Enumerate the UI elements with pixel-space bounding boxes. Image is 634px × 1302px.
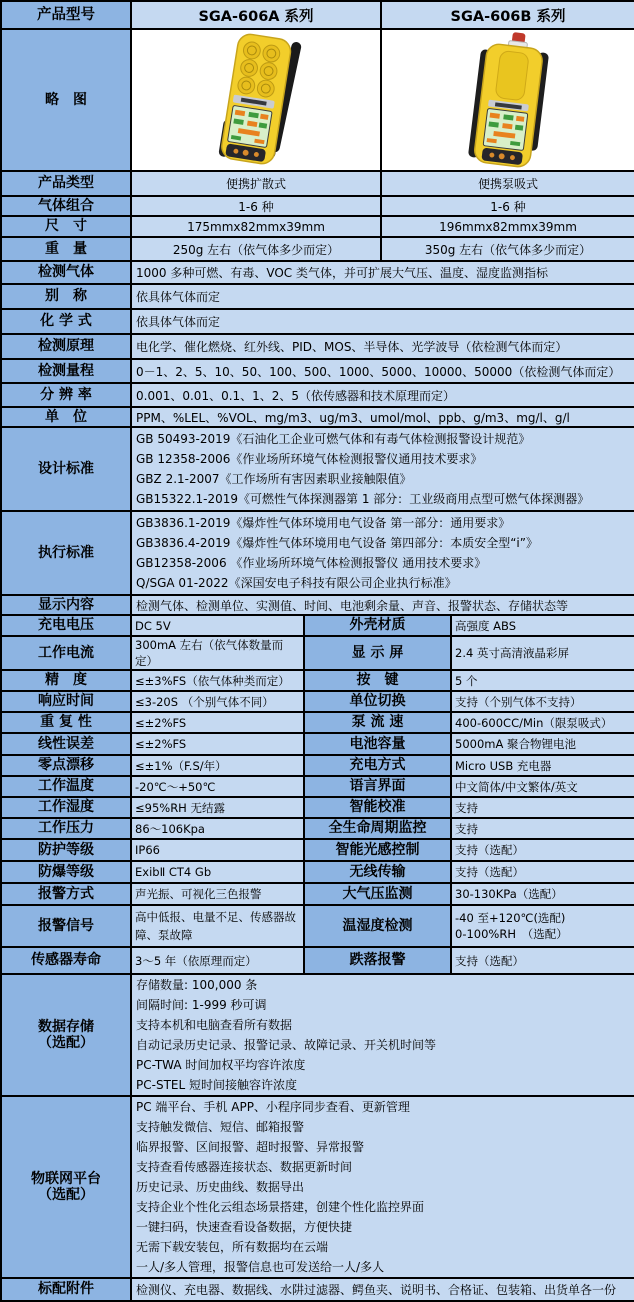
spec-value-a: 250g 左右（依气体多少而定） (131, 237, 381, 261)
spec-label: 工作湿度 (1, 797, 131, 818)
spec-value: 300mA 左右（依气体数量而定） (131, 636, 304, 670)
standard-line: GB 12358-2006《作业场所环境气体检测报警仪通用技术要求》 (136, 452, 483, 466)
spec-label: 零点漂移 (1, 755, 131, 776)
spec-value: 5 个 (451, 670, 634, 691)
row-explosion-proof-rating (1, 861, 634, 883)
feature-line: 一键扫码，快速查看设备数据，方便快捷 (136, 1220, 353, 1234)
spec-label: 单位切换 (304, 691, 451, 712)
spec-value: ExibⅡ CT4 Gb (131, 861, 304, 883)
header-product-model-label: 产品型号 (1, 1, 131, 29)
spec-value: 2.4 英寸高清液晶彩屏 (451, 636, 634, 670)
feature-line: 支持查看传感器连接状态、数据更新时间 (136, 1160, 353, 1174)
spec-label: 执行标准 (1, 511, 131, 595)
spec-label: 工作温度 (1, 776, 131, 797)
standard-line: GBZ 2.1-2007《工作场所有害因素职业接触限值》 (136, 472, 412, 486)
gas-detector-pump-image (433, 31, 583, 169)
spec-value: 1000 多种可燃、有毒、VOC 类气体，并可扩展大气压、温度、湿度监测指标 (131, 261, 634, 284)
spec-label-line: （选配） (38, 1187, 94, 1203)
row-working-temperature (1, 776, 634, 797)
feature-line: PC-TWA 时间加权平均容许浓度 (136, 1058, 306, 1072)
spec-label: 充电方式 (304, 755, 451, 776)
spec-label: 化 学 式 (1, 309, 131, 334)
spec-value-a: 175mmx82mmx39mm (131, 216, 381, 237)
row-detect-range (1, 359, 634, 383)
row-gas-combination (1, 196, 634, 216)
row-charge-voltage (1, 615, 634, 636)
spec-value: 中文简体/中文繁体/英文 (451, 776, 634, 797)
spec-value: 30-130KPa（选配） (451, 883, 634, 905)
spec-label: 精 度 (1, 670, 131, 691)
feature-line: 间隔时间: 1-999 秒可调 (136, 998, 267, 1012)
row-iot-platform (1, 1096, 634, 1278)
spec-label: 显示内容 (1, 595, 131, 615)
row-repeatability (1, 712, 634, 733)
row-response-time (1, 691, 634, 712)
spec-label (1, 1096, 131, 1278)
row-display-content (1, 595, 634, 615)
spec-value: ≤3-20S （个别气体不同） (131, 691, 304, 712)
spec-value-b: 350g 左右（依气体多少而定） (381, 237, 634, 261)
spec-value: 高中低报、电量不足、传感器故障、泵故障 (131, 905, 304, 947)
humidity-range-line: 0-100%RH （选配） (455, 927, 568, 941)
spec-value: 支持（选配） (451, 861, 634, 883)
spec-value: 高强度 ABS (451, 615, 634, 636)
standard-line: GB3836.4-2019《爆炸性气体环境用电气设备 第四部分：本质安全型“i”》 (136, 536, 538, 550)
row-product-type (1, 171, 634, 196)
spec-value: ≤95%RH 无结露 (131, 797, 304, 818)
header-model-b: SGA-606B 系列 (381, 1, 634, 29)
spec-value: ≤±2%FS (131, 733, 304, 755)
spec-label-line: 物联网平台 (31, 1170, 101, 1187)
temp-range-line: -40 至+120℃(选配) (455, 911, 566, 925)
standard-line: GB3836.1-2019《爆炸性气体环境用电气设备 第一部分：通用要求》 (136, 516, 511, 530)
header-model-a: SGA-606A 系列 (131, 1, 381, 29)
spec-label: 防护等级 (1, 839, 131, 861)
spec-value: ≤±2%FS (131, 712, 304, 733)
row-weight (1, 237, 634, 261)
spec-value-a: 1-6 种 (131, 196, 381, 216)
spec-value-b: 196mmx82mmx39mm (381, 216, 634, 237)
spec-label: 重 量 (1, 237, 131, 261)
spec-label: 检测原理 (1, 334, 131, 359)
header-row (1, 1, 634, 29)
feature-line: 存储数量: 100,000 条 (136, 978, 258, 992)
spec-label: 设计标准 (1, 427, 131, 511)
spec-label: 充电电压 (1, 615, 131, 636)
spec-value-a: 便携扩散式 (131, 171, 381, 196)
spec-label: 别 称 (1, 284, 131, 309)
pump-panel (495, 50, 529, 100)
spec-value: Micro USB 充电器 (451, 755, 634, 776)
spec-label: 外壳材质 (304, 615, 451, 636)
spec-label: 标配附件 (1, 1278, 131, 1301)
standard-line: GB12358-2006 《作业场所环境气体检测报警仪 通用技术要求》 (136, 556, 487, 570)
feature-line: 无需下载安装包，所有数据均在云端 (136, 1240, 329, 1254)
spec-label: 重 复 性 (1, 712, 131, 733)
spec-value: DC 5V (131, 615, 304, 636)
row-linearity-error (1, 733, 634, 755)
spec-label: 防爆等级 (1, 861, 131, 883)
standard-line: GB15322.1-2019《可燃性气体探测器第 1 部分：工业级商用点型可燃气体探测器》 (136, 492, 590, 506)
spec-value: 5000mA 聚合物锂电池 (451, 733, 634, 755)
exec-standard-list (131, 511, 634, 595)
row-working-pressure (1, 818, 634, 839)
device-a-cell (131, 29, 381, 171)
spec-label: 气体组合 (1, 196, 131, 216)
row-detect-gas (1, 261, 634, 284)
spec-label: 报警信号 (1, 905, 131, 947)
feature-line: 支持本机和电脑查看所有数据 (136, 1018, 293, 1032)
spec-value: 支持 (451, 818, 634, 839)
spec-value: 依具体气体而定 (131, 309, 634, 334)
spec-label: 跌落报警 (304, 947, 451, 974)
spec-value: 支持（选配） (451, 839, 634, 861)
design-standard-list (131, 427, 634, 511)
spec-label: 泵 流 速 (304, 712, 451, 733)
row-exec-standard (1, 511, 634, 595)
row-detect-principle (1, 334, 634, 359)
spec-label: 检测量程 (1, 359, 131, 383)
standard-line: Q/SGA 01-2022《深国安电子科技有限公司企业执行标准》 (136, 576, 457, 590)
row-sensor-life (1, 947, 634, 974)
row-protection-rating (1, 839, 634, 861)
row-working-humidity (1, 797, 634, 818)
spec-label-line: 数据存储 (38, 1018, 94, 1035)
row-units (1, 407, 634, 427)
spec-value: 依具体气体而定 (131, 284, 634, 309)
feature-line: PC 端平台、手机 APP、小程序同步查看、更新管理 (136, 1100, 410, 1114)
spec-label: 产品类型 (1, 171, 131, 196)
gas-detector-diffusion-image (181, 31, 331, 169)
spec-label: 显 示 屏 (304, 636, 451, 670)
spec-value-b: 便携泵吸式 (381, 171, 634, 196)
spec-label: 智能校准 (304, 797, 451, 818)
spec-value: 0.001、0.01、0.1、1、2、5（依传感器和技术原理而定） (131, 383, 634, 407)
row-data-storage (1, 974, 634, 1096)
spec-label: 尺 寸 (1, 216, 131, 237)
iot-platform-list (131, 1096, 634, 1278)
spec-label: 传感器寿命 (1, 947, 131, 974)
row-resolution (1, 383, 634, 407)
feature-line: PC-STEL 短时间接触容许浓度 (136, 1078, 297, 1092)
spec-value: 声光振、可视化三色报警 (131, 883, 304, 905)
spec-label: 线性误差 (1, 733, 131, 755)
spec-value: -20℃～+50℃ (131, 776, 304, 797)
spec-value: 0－1、2、5、10、50、100、500、1000、5000、10000、50000（依检测气体而定） (131, 359, 634, 383)
feature-line: 支持企业个性化云组态场景搭建，创建个性化监控界面 (136, 1200, 425, 1214)
row-working-current (1, 636, 634, 670)
spec-value: 支持（个别气体不支持） (451, 691, 634, 712)
spec-value: 检测气体、检测单位、实测值、时间、电池剩余量、声音、报警状态、存储状态等 (131, 595, 634, 615)
feature-line: 一人/多人管理，报警信息也可发送给一人/多人 (136, 1260, 385, 1274)
row-chemical-formula (1, 309, 634, 334)
spec-value: 3～5 年（依原理而定） (131, 947, 304, 974)
feature-line: 自动记录历史记录、报警记录、故障记录、开关机时间等 (136, 1038, 437, 1052)
spec-label: 全生命周期监控 (304, 818, 451, 839)
spec-label: 电池容量 (304, 733, 451, 755)
spec-value: 支持 (451, 797, 634, 818)
spec-value-b: 1-6 种 (381, 196, 634, 216)
spec-label: 按 键 (304, 670, 451, 691)
sketch-label: 略 图 (1, 29, 131, 171)
spec-label-line: （选配） (38, 1035, 94, 1051)
spec-label: 智能光感控制 (304, 839, 451, 861)
spec-label: 报警方式 (1, 883, 131, 905)
sketch-row (1, 29, 634, 171)
row-zero-drift (1, 755, 634, 776)
spec-label: 检测气体 (1, 261, 131, 284)
feature-line: 历史记录、历史曲线、数据导出 (136, 1180, 305, 1194)
spec-value: 电化学、催化燃烧、红外线、PID、MOS、半导体、光学波导（依检测气体而定） (131, 334, 634, 359)
feature-line: 临界报警、区间报警、超时报警、异常报警 (136, 1140, 365, 1154)
spec-value: 400-600CC/Min（限泵吸式） (451, 712, 634, 733)
row-dimensions (1, 216, 634, 237)
row-alarm-mode (1, 883, 634, 905)
row-accessories (1, 1278, 634, 1301)
spec-label: 大气压监测 (304, 883, 451, 905)
spec-label: 响应时间 (1, 691, 131, 712)
spec-label: 温湿度检测 (304, 905, 451, 947)
feature-line: 支持触发微信、短信、邮箱报警 (136, 1120, 305, 1134)
spec-value (451, 905, 634, 947)
data-storage-list (131, 974, 634, 1096)
spec-value: 检测仪、充电器、数据线、水阱过滤器、鳄鱼夹、说明书、合格证、包装箱、出货单各一份 (131, 1278, 634, 1301)
spec-label (1, 974, 131, 1096)
row-accuracy (1, 670, 634, 691)
spec-label: 单 位 (1, 407, 131, 427)
spec-label: 分 辨 率 (1, 383, 131, 407)
row-alias (1, 284, 634, 309)
spec-value: 86～106Kpa (131, 818, 304, 839)
spec-value: 支持（选配） (451, 947, 634, 974)
spec-value: ≤±3%FS（依气体种类而定） (131, 670, 304, 691)
device-b-cell (381, 29, 634, 171)
spec-label: 语言界面 (304, 776, 451, 797)
standard-line: GB 50493-2019《石油化工企业可燃气体和有毒气体检测报警设计规范》 (136, 432, 531, 446)
spec-value: IP66 (131, 839, 304, 861)
row-alarm-signal (1, 905, 634, 947)
spec-value: ≤±1%（F.S/年） (131, 755, 304, 776)
row-design-standard (1, 427, 634, 511)
spec-label: 工作电流 (1, 636, 131, 670)
spec-label: 无线传输 (304, 861, 451, 883)
spec-value: PPM、%LEL、%VOL、mg/m3、ug/m3、umol/mol、ppb、g/m3、mg/l、g/l (131, 407, 634, 427)
spec-label: 工作压力 (1, 818, 131, 839)
